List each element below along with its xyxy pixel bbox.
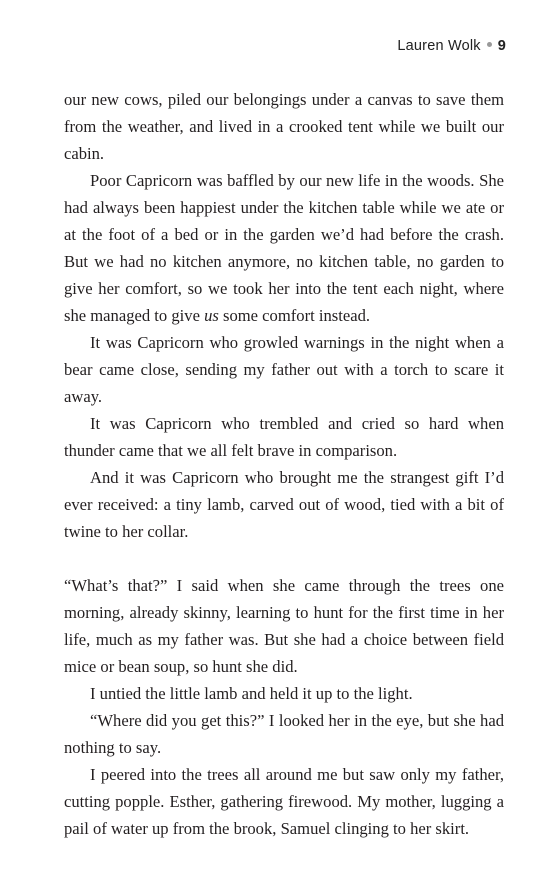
emphasized-word: us <box>204 306 219 325</box>
paragraph-text-after: some comfort instead. <box>218 306 371 325</box>
section-break <box>64 545 504 572</box>
paragraph: And it was Capricorn who brought me the strangest gift I’d ever received: a tiny lamb, carved out of wood, tied with a bit of twine to her collar. <box>64 468 504 541</box>
paragraph-text-before: Poor Capricorn was baffled by our new life in the woods. She had always been happiest under the kitchen table while we ate or at the foot of a bed or in the garden we’d had before the crash. But we had no kitchen anymore, no kitchen table, no garden to give her comfort, so we took her into the tent each night, where she managed to give <box>64 171 504 325</box>
paragraph <box>64 167 504 329</box>
running-header <box>397 38 506 54</box>
separator-dot-icon <box>487 42 492 47</box>
paragraph: our new cows, piled our belongings under a canvas to save them from the weather, and lived in a crooked tent while we built our cabin. <box>64 90 504 163</box>
paragraph: I untied the little lamb and held it up to the light. <box>90 684 413 703</box>
author-name: Lauren Wolk <box>397 38 481 54</box>
paragraph: It was Capricorn who growled warnings in the night when a bear came close, sending my father out with a torch to scare it away. <box>64 333 504 406</box>
paragraph: It was Capricorn who trembled and cried so hard when thunder came that we all felt brave in comparison. <box>64 414 504 460</box>
page-number: 9 <box>497 38 506 54</box>
paragraph: I peered into the trees all around me but saw only my father, cutting popple. Esther, gathering firewood. My mother, lugging a pail of water up from the brook, Samuel clinging to her skirt. <box>64 765 504 838</box>
body-text <box>64 86 504 842</box>
paragraph: “What’s that?” I said when she came through the trees one morning, already skinny, learning to hunt for the first time in her life, much as my father was. But she had a choice between field mice or bean soup, so hunt she did. <box>64 576 504 676</box>
paragraph: “Where did you get this?” I looked her in the eye, but she had nothing to say. <box>64 711 504 757</box>
